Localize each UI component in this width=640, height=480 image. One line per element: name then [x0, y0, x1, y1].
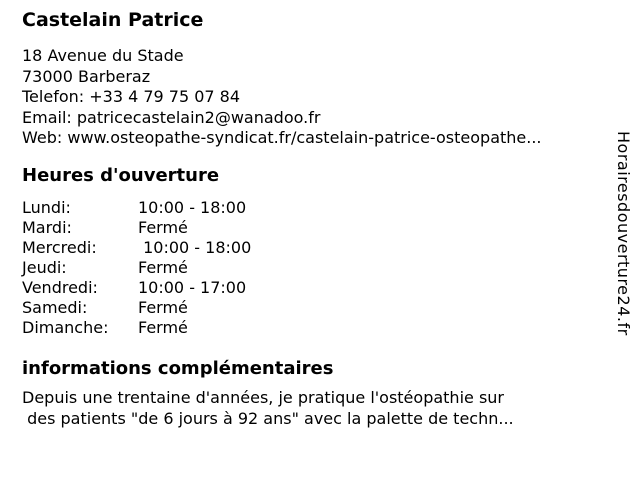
business-name-title: Castelain Patrice [22, 9, 204, 31]
contact-block [22, 46, 595, 149]
hours-value: Fermé [138, 257, 188, 277]
hours-day-label: Mardi: [22, 217, 72, 237]
hours-value: 10:00 - 18:00 [138, 237, 252, 257]
site-watermark: Horairesdouverture24.fr [614, 131, 633, 336]
hours-day-label: Mercredi: [22, 237, 97, 257]
info-text-line1: Depuis une trentaine d'années, je pratique l'ostéopathie sur [22, 387, 504, 407]
additional-info-heading: informations complémentaires [22, 357, 334, 379]
address-city: 73000 Barberaz [22, 66, 151, 86]
hours-day-label: Vendredi: [22, 277, 98, 297]
phone-line: Telefon: +33 4 79 75 07 84 [22, 87, 241, 106]
hours-day-label: Dimanche: [22, 317, 109, 337]
opening-hours-heading: Heures d'ouverture [22, 164, 220, 186]
hours-day-label: Jeudi: [22, 257, 67, 277]
hours-row-friday [22, 278, 595, 298]
hours-row-tuesday [22, 218, 595, 238]
hours-row-saturday [22, 298, 595, 318]
hours-row-wednesday [22, 238, 595, 258]
hours-value: Fermé [138, 297, 188, 317]
hours-day-label: Lundi: [22, 197, 71, 217]
hours-value: 10:00 - 17:00 [138, 277, 247, 297]
hours-day-label: Samedi: [22, 297, 88, 317]
hours-value: Fermé [138, 217, 188, 237]
hours-value: Fermé [138, 317, 188, 337]
hours-row-sunday [22, 318, 595, 338]
hours-row-monday [22, 198, 595, 218]
hours-value: 10:00 - 18:00 [138, 197, 247, 217]
info-text-line2: des patients "de 6 jours à 92 ans" avec la palette de techn... [22, 408, 514, 428]
additional-info-text [22, 387, 595, 429]
opening-hours-table [22, 198, 595, 338]
address-street: 18 Avenue du Stade [22, 46, 184, 65]
web-line: Web: www.osteopathe-syndicat.fr/castelain-patrice-osteopathe... [22, 128, 542, 147]
hours-row-thursday [22, 258, 595, 278]
email-line: Email: patricecastelain2@wanadoo.fr [22, 107, 321, 127]
